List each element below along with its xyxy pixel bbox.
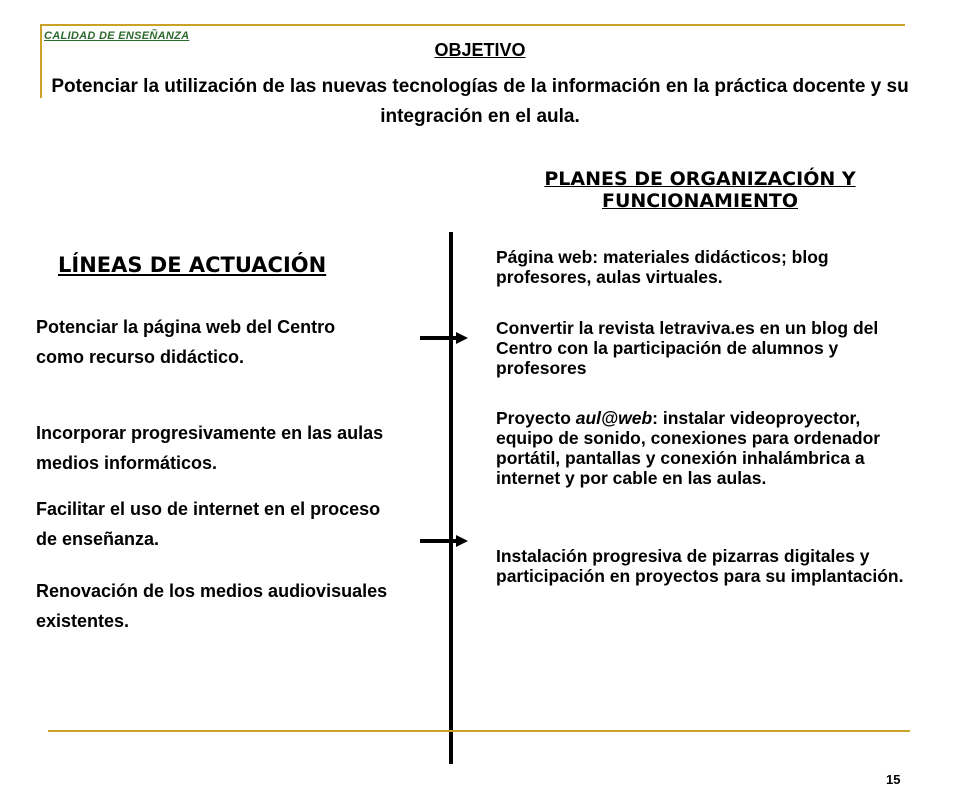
vertical-divider bbox=[449, 232, 453, 764]
bottom-rule bbox=[48, 730, 910, 732]
action-line-item: Facilitar el uso de internet en el proceso de enseñanza. bbox=[36, 499, 381, 549]
plan-item: Convertir la revista letraviva.es en un blog del Centro con la participación de alumnos y profesores bbox=[496, 318, 879, 378]
objective-text: Potenciar la utilización de las nuevas tecnologías de la información en la práctica docente y su integración en el aula. bbox=[51, 76, 909, 127]
lines-heading: LÍNEAS DE ACTUACIÓN bbox=[58, 253, 327, 277]
project-name: aul@web bbox=[575, 408, 653, 428]
plan-item-suffix: : instalar videoproyector, equipo de sonido, conexiones para ordenador portátil, pantallas y conexión inhalámbrica a internet y por cable en las aulas. bbox=[496, 408, 881, 488]
plan-item: Página web: materiales didácticos; blog profesores, aulas virtuales. bbox=[496, 247, 829, 287]
right-arrow-icon bbox=[420, 331, 468, 345]
right-arrow-icon bbox=[420, 534, 468, 548]
section-tag: CALIDAD DE ENSEÑANZA bbox=[44, 30, 190, 42]
page-number: 15 bbox=[886, 772, 901, 787]
plan-item bbox=[496, 408, 916, 488]
plan-item: Instalación progresiva de pizarras digitales y participación en proyectos para su implantación. bbox=[496, 546, 904, 586]
top-rule bbox=[40, 24, 905, 26]
action-line-item: Incorporar progresivamente en las aulas medios informáticos. bbox=[36, 423, 384, 473]
action-line-item: Renovación de los medios audiovisuales existentes. bbox=[36, 581, 388, 631]
objective-heading: OBJETIVO bbox=[434, 40, 526, 60]
action-line-item: Potenciar la página web del Centro como recurso didáctico. bbox=[36, 317, 336, 367]
plans-heading: PLANES DE ORGANIZACIÓN Y FUNCIONAMIENTO bbox=[544, 168, 856, 212]
plan-item-prefix: Proyecto bbox=[496, 408, 576, 428]
